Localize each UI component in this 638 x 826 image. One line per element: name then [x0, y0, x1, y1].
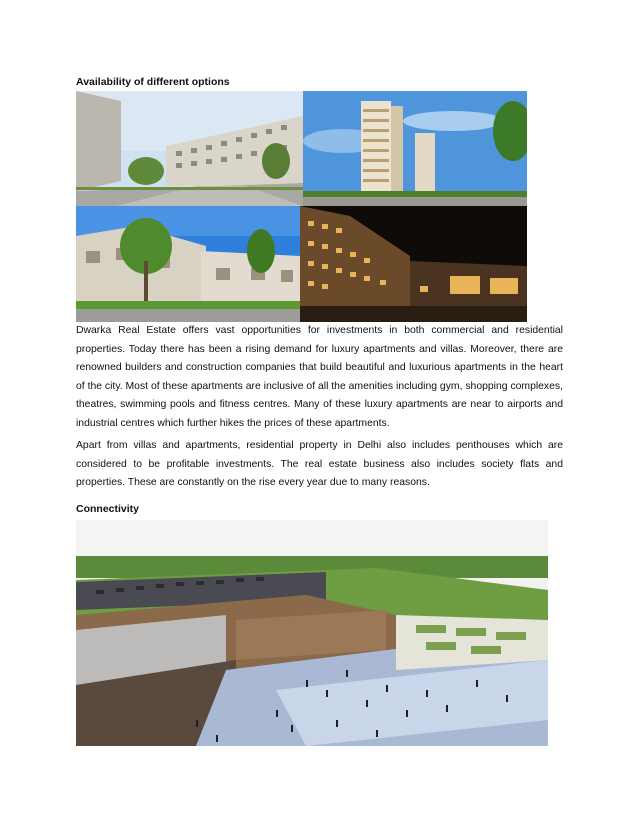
section-heading-connectivity: Connectivity — [76, 503, 140, 515]
photo-villas — [76, 206, 300, 322]
photo-connectivity-rendering — [76, 520, 548, 746]
paragraph-dwarka-real-estate: Dwarka Real Estate offers vast opportunities for investments in both commercial and residential properties. Today there has been a rising demand for luxury apartments and villas. Moreover, there are renowned builders and construction companies that build beautiful and luxurious apartments in the heart of the city. Most of these apartments are inclusive of all the amenities including gym, shopping complexes, theatres, swimming pools and fitness centres. Many of these luxury apartments are near to airports and industrial centres which further hikes the prices of these apartments. — [76, 325, 563, 429]
photo-residential-street — [76, 91, 303, 206]
photo-highrise-tower — [303, 91, 527, 206]
section-heading-availability: Availability of different options — [76, 76, 230, 88]
photo-night-apartments — [300, 206, 527, 322]
paragraph-residential-property: Apart from villas and apartments, residential property in Delhi also includes penthouses which are considered to be profitable investments. The real estate business also includes society flats and properties. These are constantly on the rise every year due to many reasons. — [76, 440, 563, 489]
